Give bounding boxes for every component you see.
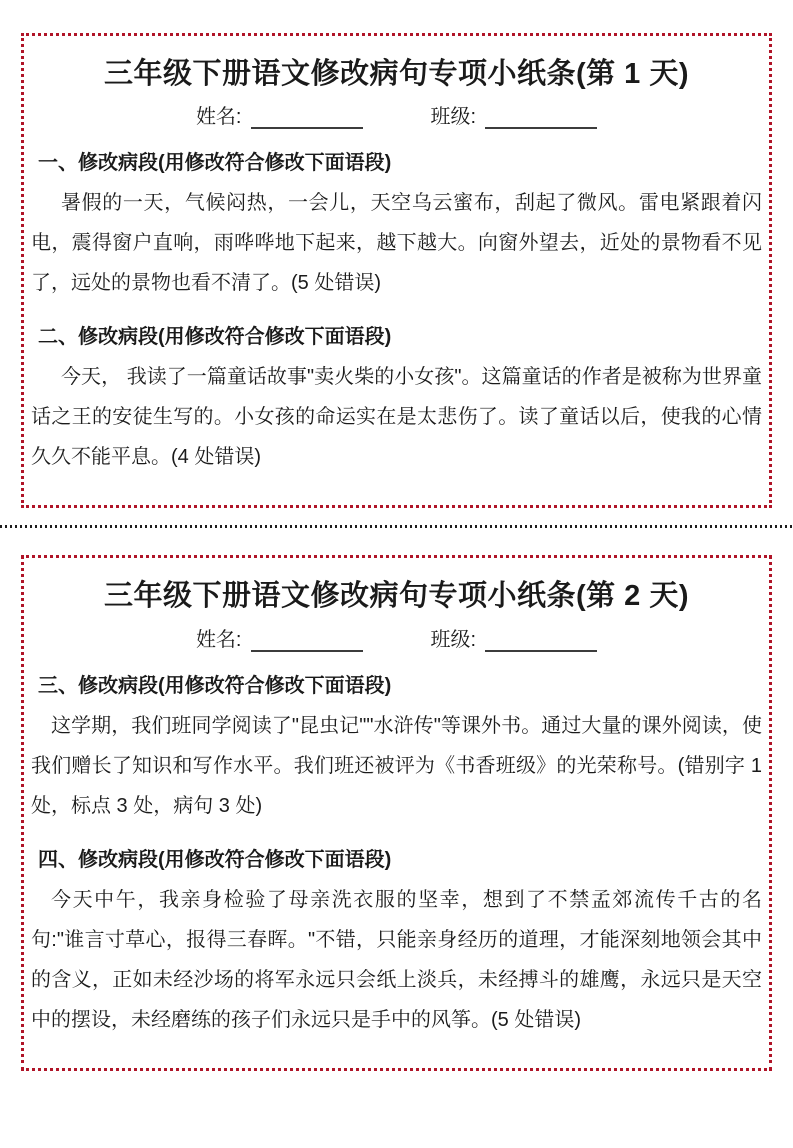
class-blank-line xyxy=(485,107,597,129)
section-3-heading: 三、修改病段(用修改符合修改下面语段) xyxy=(38,674,392,697)
card-title-day1: 三年级下册语文修改病句专项小纸条(第 1 天) xyxy=(103,58,690,90)
class-field-day2 xyxy=(431,628,598,652)
name-blank-line xyxy=(251,107,363,129)
section-2-paragraph: 今天， 我读了一篇童话故事"卖火柴的小女孩"。这篇童话的作者是被称为世界童话之王的安徒生写的。小女孩的命运实在是太悲伤了。读了童话以后，使我的心情久久不能平息。(4 处错误) xyxy=(31,366,762,469)
class-field xyxy=(431,105,598,129)
section-2-heading: 二、修改病段(用修改符合修改下面语段) xyxy=(38,326,392,349)
section-3-paragraph: 这学期，我们班同学阅读了"昆虫记""水浒传"等课外书。通过大量的课外阅读，使我们赠长了知识和写作水平。我们班还被评为《书香班级》的光荣称号。(错别字 1 处，标点 3 处，病句 3 处) xyxy=(31,714,762,817)
cut-line-divider xyxy=(0,525,793,528)
class-label: 班级: xyxy=(430,106,477,129)
card-title-day2: 三年级下册语文修改病句专项小纸条(第 2 天) xyxy=(103,580,690,613)
worksheet-card-day2 xyxy=(21,555,772,1070)
name-label-day2: 姓名: xyxy=(195,628,242,651)
section-4-paragraph: 今天中午，我亲身检验了母亲洗衣服的坚幸，想到了不禁孟郊流传千古的名句:"谁言寸草心，报得三春晖。"不错，只能亲身经历的道理，才能深刻地领会其中的含义，正如未经沙场的将军永远只会纸上淡兵，未经搏斗的雄鹰，永远只是天空中的摆设，未经磨练的孩子们永远只是手中的风筝。(5 处错误) xyxy=(31,888,762,1031)
section-4 xyxy=(31,845,762,1040)
name-field xyxy=(196,105,363,129)
section-1-paragraph: 暑假的一天，气候闷热，一会儿，天空乌云蜜布，刮起了微风。雷电紧跟着闪电，震得窗户直响，雨哗哗地下起来，越下越大。向窗外望去，近处的景物看不见了，远处的景物也看不清了。(5 处错误) xyxy=(31,192,762,295)
name-blank-line-day2 xyxy=(251,630,363,652)
name-label: 姓名: xyxy=(195,106,242,129)
section-1-heading: 一、修改病段(用修改符合修改下面语段) xyxy=(38,152,392,175)
class-label-day2: 班级: xyxy=(430,628,477,651)
section-3 xyxy=(31,671,762,826)
name-class-row xyxy=(31,105,762,129)
name-field-day2 xyxy=(196,628,363,652)
worksheet-card-day1 xyxy=(21,33,772,508)
class-blank-line-day2 xyxy=(485,630,597,652)
name-class-row-day2 xyxy=(31,628,762,652)
section-1 xyxy=(31,148,762,303)
section-4-heading: 四、修改病段(用修改符合修改下面语段) xyxy=(38,848,392,871)
section-2 xyxy=(31,322,762,477)
